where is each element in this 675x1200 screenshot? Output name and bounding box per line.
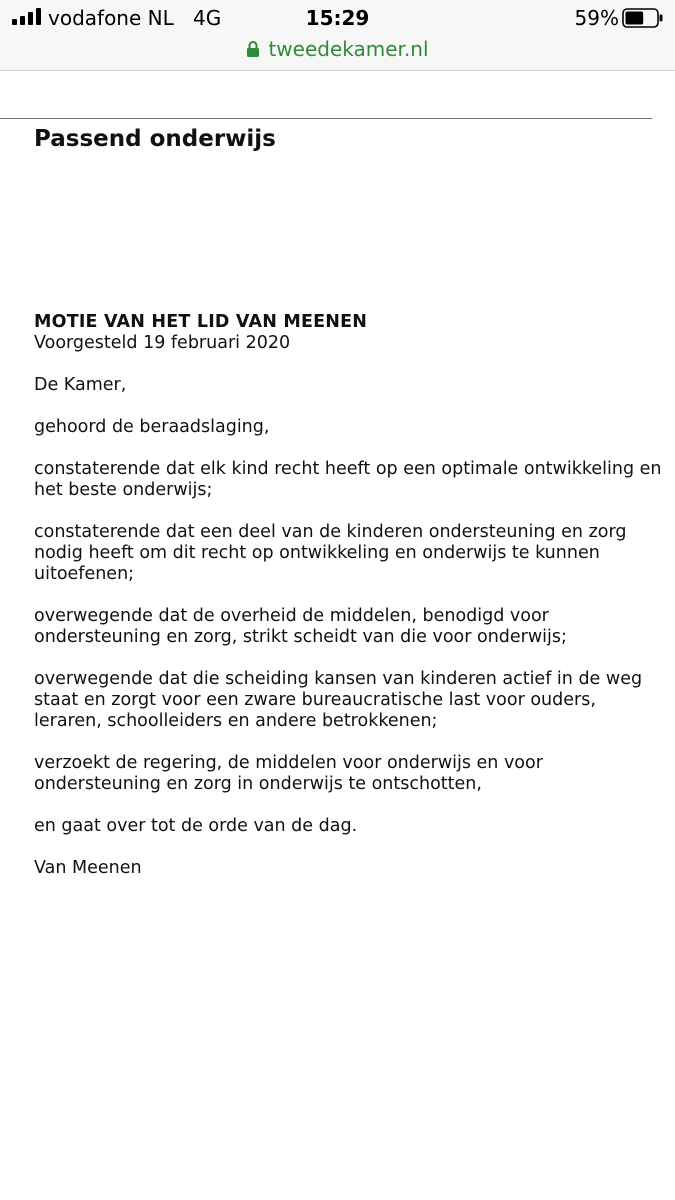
lock-icon xyxy=(246,40,260,58)
signature-name: Van Meenen xyxy=(34,858,142,878)
motion-date: Voorgesteld 19 februari 2020 xyxy=(34,333,291,353)
paragraph-considering-2: constaterende dat een deel van de kinderen ondersteuning en zorg nodig heeft om dit recht op ontwikkeling en onderwijs te kunnen uitoefenen; xyxy=(34,522,627,584)
carrier-name: vodafone NL xyxy=(48,6,174,30)
paragraph-addressee: De Kamer, xyxy=(34,375,127,395)
document-title: Passend onderwijs xyxy=(34,126,276,152)
paragraph-weighing-2: overwegende dat die scheiding kansen van kinderen actief in de weg staat en zorgt voor een zware bureaucratische last voor ouders, leraren, schoolleiders en andere betrokkenen; xyxy=(34,669,643,731)
address-bar[interactable] xyxy=(0,34,675,64)
motion-heading: MOTIE VAN HET LID VAN MEENEN xyxy=(34,312,368,332)
paragraph-weighing-1: overwegende dat de overheid de middelen, benodigd voor ondersteuning en zorg, strikt scheidt van die voor onderwijs; xyxy=(34,606,567,647)
battery-percentage: 59% xyxy=(574,6,619,30)
paragraph-considering-1: constaterende dat elk kind recht heeft op een optimale ontwikkeling en het beste onderwijs; xyxy=(34,459,662,500)
status-bar xyxy=(0,0,675,38)
status-time: 15:29 xyxy=(305,6,370,30)
paragraph-closing: en gaat over tot de orde van de dag. xyxy=(34,816,358,836)
document-top-rule xyxy=(0,118,652,119)
network-type: 4G xyxy=(193,6,222,30)
browser-chrome xyxy=(0,0,675,71)
paragraph-heard: gehoord de beraadslaging, xyxy=(34,417,270,437)
paragraph-request: verzoekt de regering, de middelen voor onderwijs en voor ondersteuning en zorg in onderwijs te ontschotten, xyxy=(34,753,543,794)
battery-icon xyxy=(622,8,664,28)
motion-document xyxy=(34,312,664,879)
url-text[interactable]: tweedekamer.nl xyxy=(268,37,429,61)
